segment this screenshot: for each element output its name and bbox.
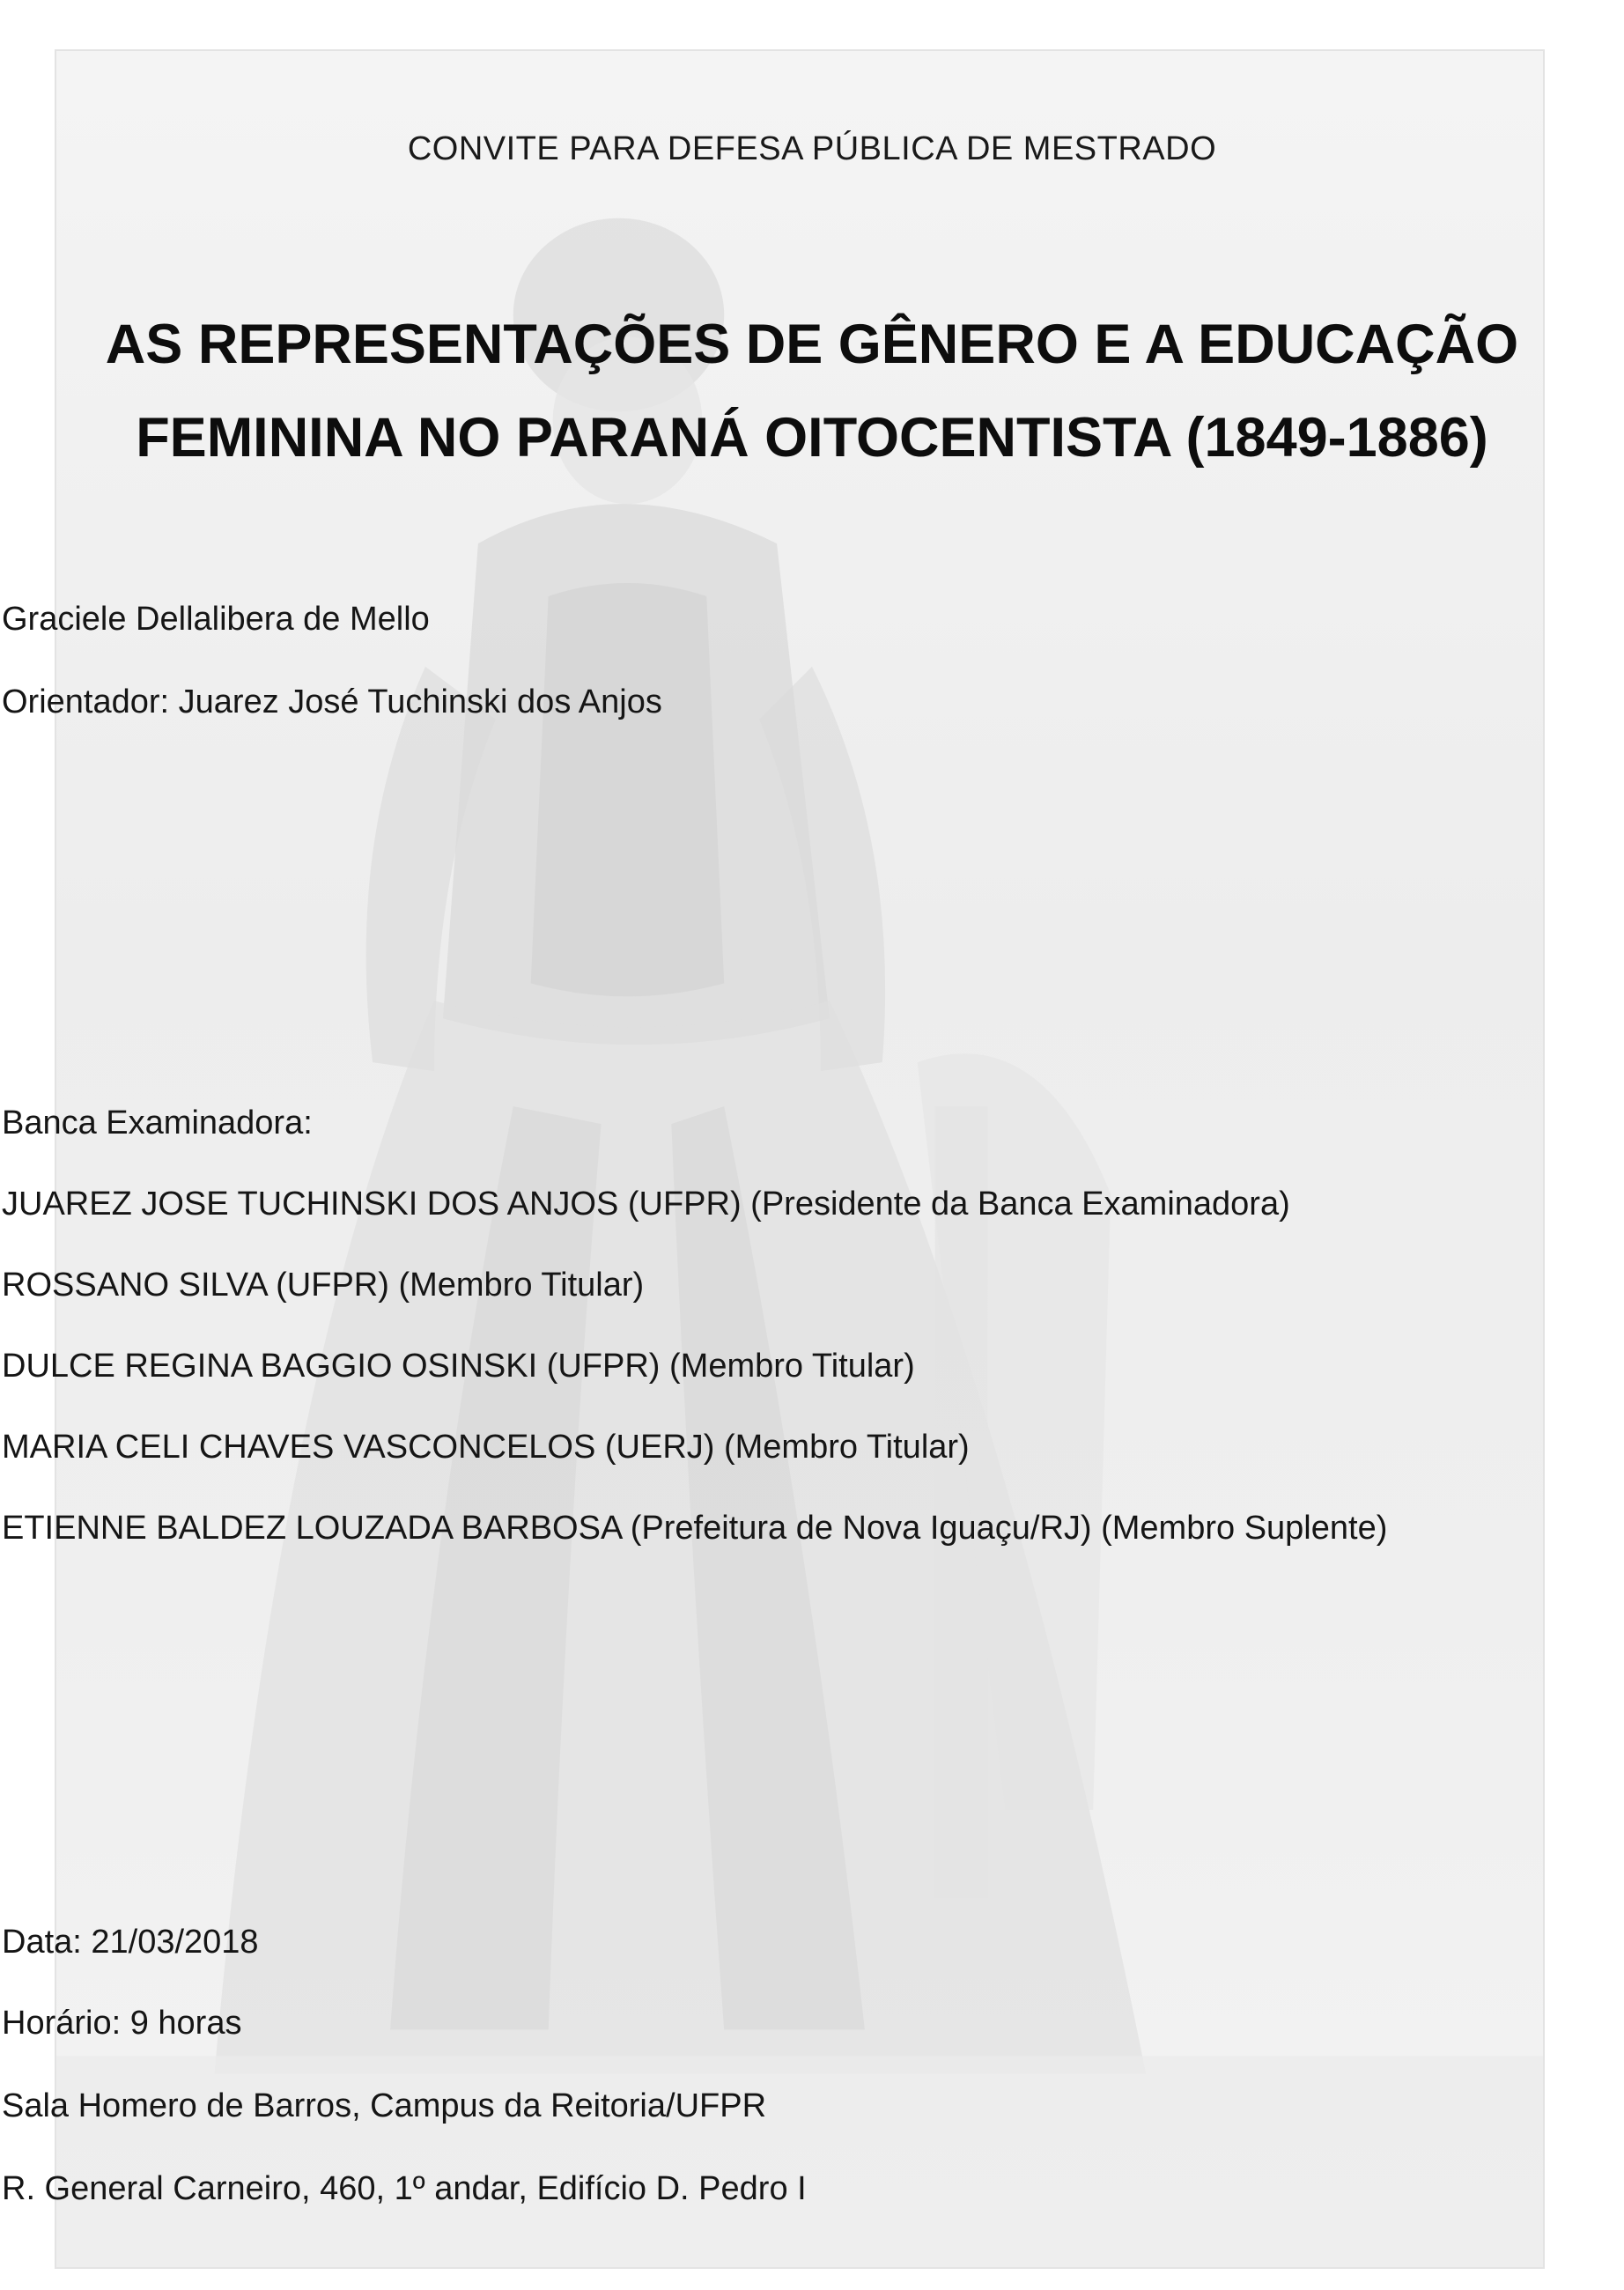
title-line-1: AS REPRESENTAÇÕES DE GÊNERO E A EDUCAÇÃO — [105, 314, 1519, 375]
defense-room: Sala Homero de Barros, Campus da Reitoria/UFPR — [2, 2087, 767, 2124]
title-line-2: FEMININA NO PARANÁ OITOCENTISTA (1849-1886) — [136, 407, 1488, 469]
committee-label: Banca Examinadora: — [2, 1104, 313, 1141]
defense-address: R. General Carneiro, 460, 1º andar, Edifício D. Pedro I — [2, 2170, 807, 2207]
author-name: Graciele Dellalibera de Mello — [2, 601, 430, 638]
defense-time: Horário: 9 horas — [2, 2005, 242, 2042]
defense-date: Data: 21/03/2018 — [2, 1924, 259, 1961]
committee-member: ROSSANO SILVA (UFPR) (Membro Titular) — [2, 1267, 645, 1304]
invitation-heading: CONVITE PARA DEFESA PÚBLICA DE MESTRADO — [407, 130, 1217, 167]
committee-member: ETIENNE BALDEZ LOUZADA BARBOSA (Prefeitura de Nova Iguaçu/RJ) (Membro Suplente) — [2, 1510, 1388, 1547]
committee-member: MARIA CELI CHAVES VASCONCELOS (UERJ) (Membro Titular) — [2, 1429, 970, 1466]
committee-member: JUAREZ JOSE TUCHINSKI DOS ANJOS (UFPR) (Presidente da Banca Examinadora) — [2, 1186, 1290, 1223]
dissertation-title — [0, 298, 1624, 484]
advisor-name: Orientador: Juarez José Tuchinski dos Anjos — [2, 683, 662, 720]
committee-member: DULCE REGINA BAGGIO OSINSKI (UFPR) (Membro Titular) — [2, 1348, 915, 1385]
